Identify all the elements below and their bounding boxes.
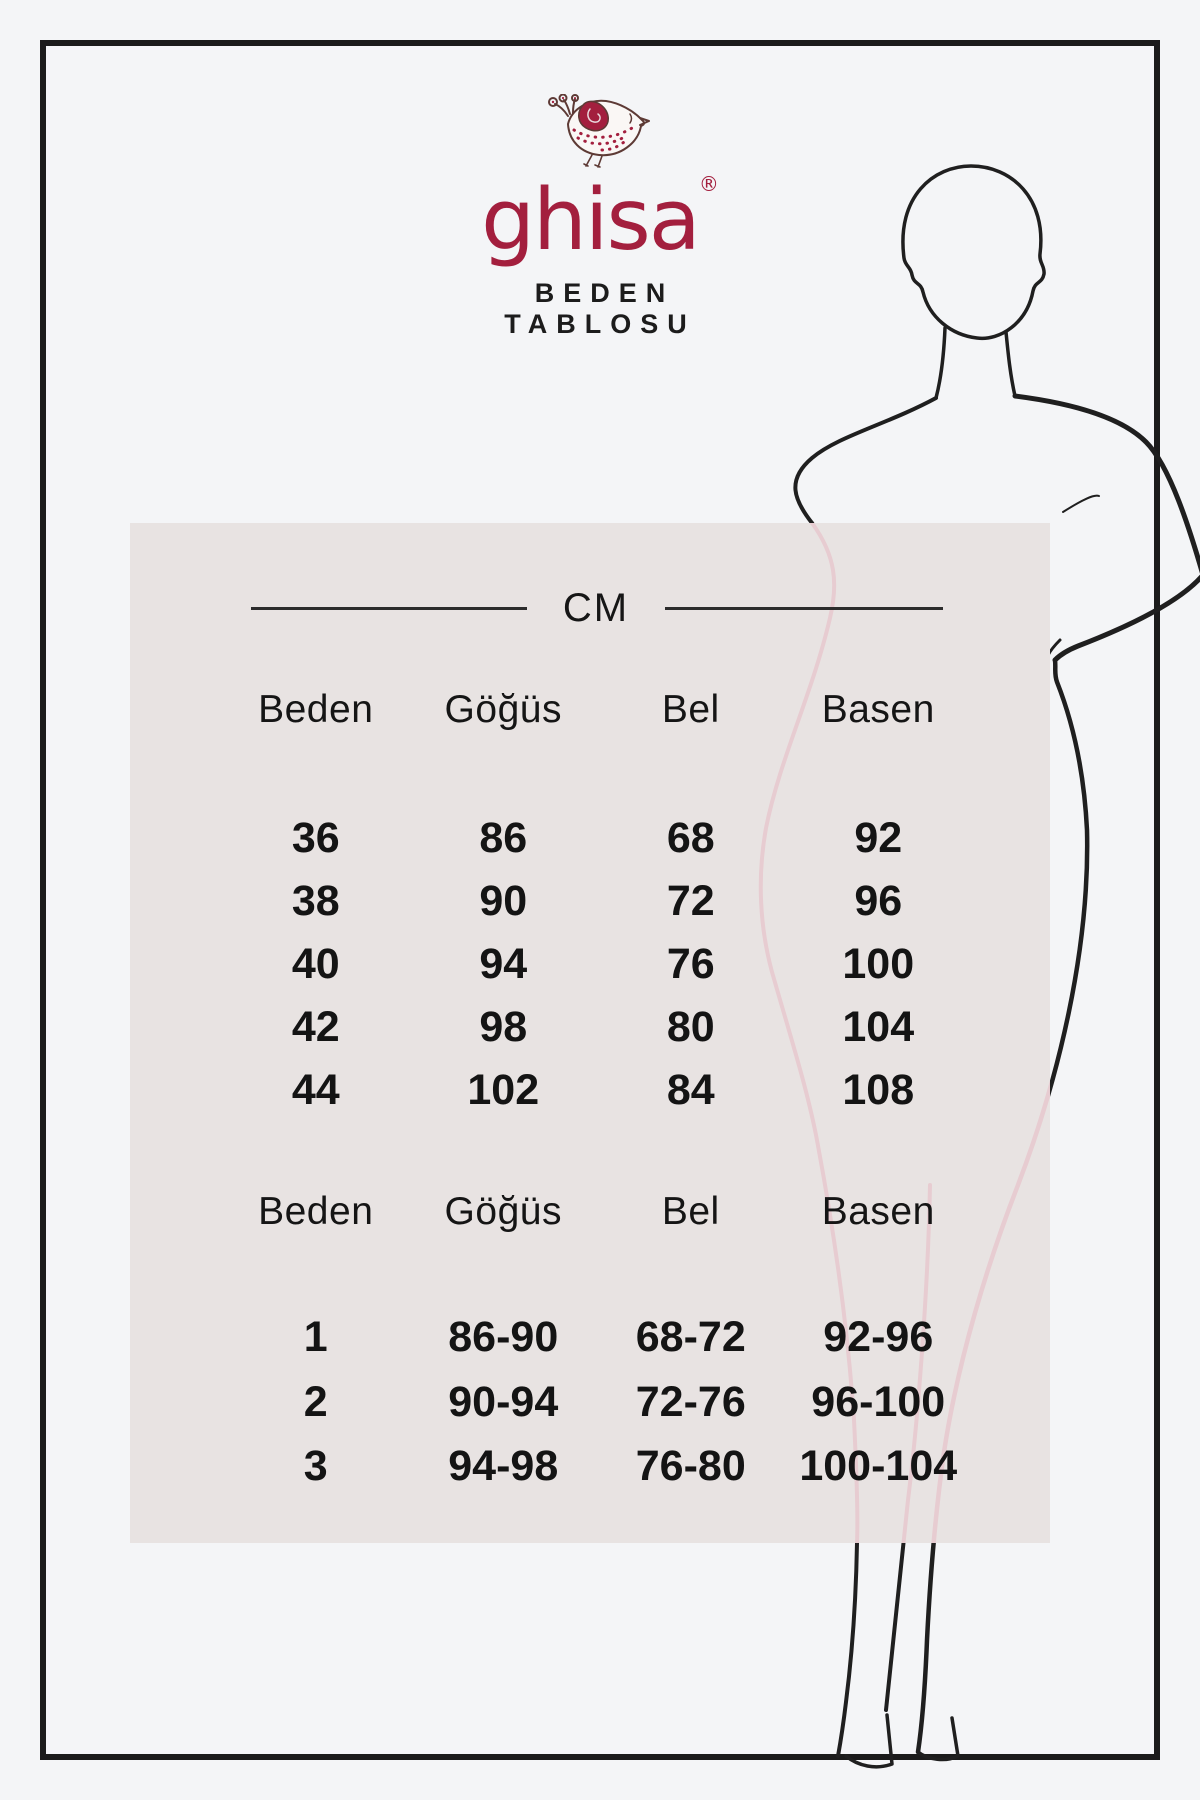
- table-row: [222, 1440, 972, 1492]
- brand-logo-block: [440, 94, 760, 340]
- table-cell: Göğüs: [444, 1190, 562, 1233]
- table-cell: 84: [666, 1065, 715, 1114]
- registered-mark: ®: [698, 172, 719, 196]
- table-cell: 96: [854, 876, 903, 925]
- size-table: [130, 523, 1050, 1543]
- table-cell: 38: [291, 876, 340, 925]
- table-cell: 36: [291, 813, 340, 862]
- table-cell: 80: [666, 1002, 715, 1051]
- table-cell: Beden: [258, 688, 374, 731]
- size-table-panel: [130, 523, 1050, 1543]
- brand-wordmark: [440, 172, 760, 270]
- table-cell: 108: [842, 1065, 915, 1114]
- table-cell: 98: [479, 1002, 528, 1051]
- table-cell: Bel: [661, 688, 720, 731]
- unit-label: CM: [562, 585, 630, 630]
- folk-bird-logo-icon: [544, 94, 656, 170]
- table-row: [222, 812, 972, 864]
- table-row: [222, 1064, 972, 1116]
- table-cell: 1: [303, 1312, 328, 1361]
- table-cell: Basen: [821, 1190, 935, 1233]
- table-cell: 86-90: [448, 1312, 559, 1361]
- table-cell: 42: [291, 1002, 340, 1051]
- table-cell: Basen: [821, 688, 935, 731]
- table-cell: 76-80: [635, 1441, 746, 1490]
- table-cell: 2: [303, 1377, 328, 1426]
- table-cell: 96-100: [811, 1377, 946, 1426]
- table-cell: 68-72: [635, 1312, 746, 1361]
- table-cell: 102: [467, 1065, 540, 1114]
- table-cell: 104: [842, 1002, 915, 1051]
- table-row: [222, 1001, 972, 1053]
- table-row: [222, 938, 972, 990]
- table-cell: 40: [291, 939, 340, 988]
- table-cell: 94-98: [448, 1441, 559, 1490]
- table-cell: 92: [854, 813, 903, 862]
- table-cell: 72: [666, 876, 715, 925]
- standard-size-header-row: [222, 684, 972, 736]
- table-cell: 76: [666, 939, 715, 988]
- unit-header-row: [222, 582, 972, 634]
- table-cell: 90: [479, 876, 528, 925]
- table-cell: Bel: [661, 1190, 720, 1233]
- right-rule-line: [665, 607, 943, 610]
- table-cell: Beden: [258, 1190, 374, 1233]
- brand-tagline: BEDEN TABLOSU: [504, 277, 696, 339]
- table-cell: 94: [479, 939, 528, 988]
- table-cell: 90-94: [448, 1377, 559, 1426]
- table-row: [222, 875, 972, 927]
- table-cell: 68: [666, 813, 715, 862]
- table-row: [222, 1311, 972, 1363]
- brand-name-text: ghisa: [481, 171, 699, 270]
- table-row: [222, 1376, 972, 1428]
- table-cell: 3: [303, 1441, 328, 1490]
- group-size-header-row: [222, 1186, 972, 1238]
- left-rule-line: [251, 607, 527, 610]
- table-cell: 44: [291, 1065, 340, 1114]
- table-cell: 72-76: [635, 1377, 746, 1426]
- table-cell: Göğüs: [444, 688, 562, 731]
- table-cell: 92-96: [823, 1312, 934, 1361]
- table-cell: 86: [479, 813, 528, 862]
- table-cell: 100: [842, 939, 915, 988]
- table-cell: 100-104: [799, 1441, 958, 1490]
